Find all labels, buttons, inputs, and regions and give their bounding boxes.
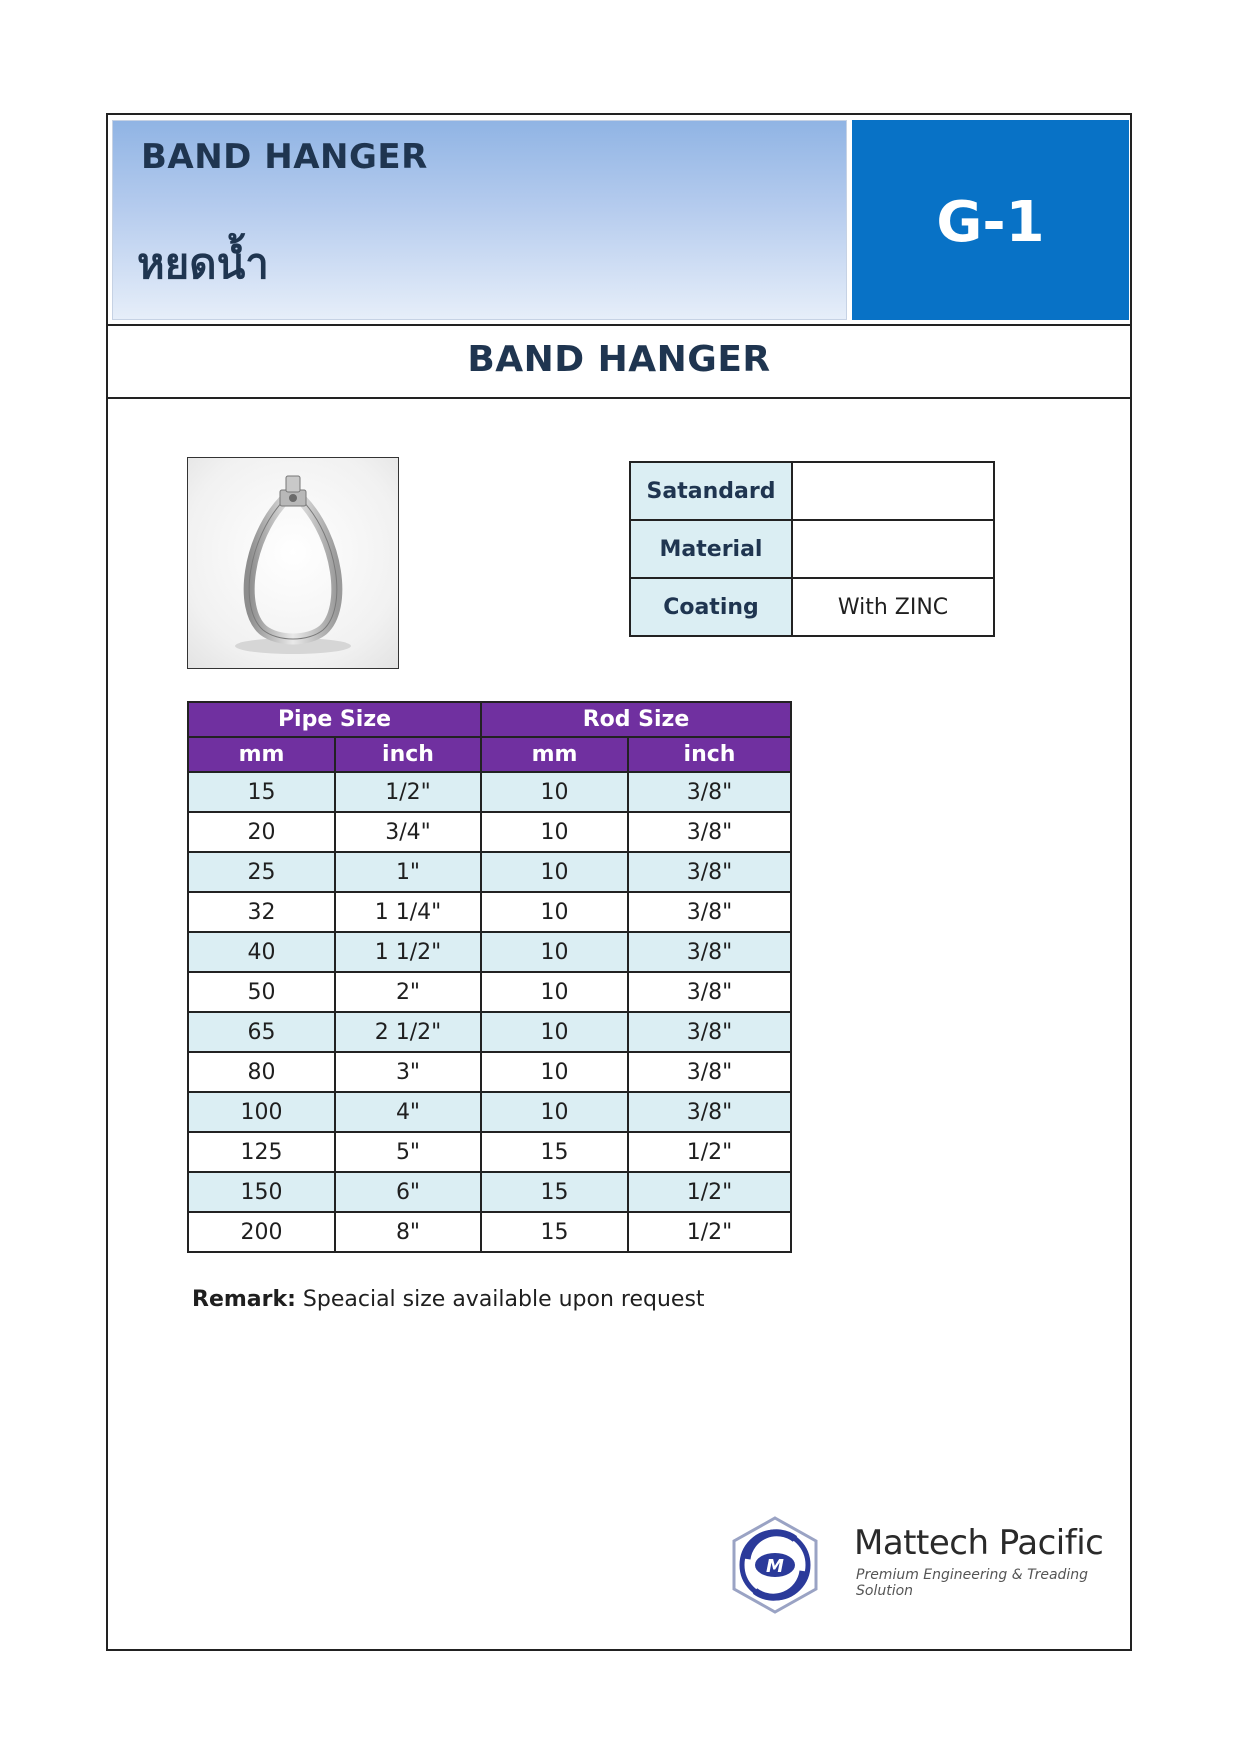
header-title-panel <box>112 120 847 320</box>
spec-value: With ZINC <box>792 578 994 636</box>
table-cell: 10 <box>481 1052 628 1092</box>
remark <box>192 1287 705 1312</box>
product-code: G-1 <box>936 190 1045 255</box>
column-header: mm <box>188 737 335 772</box>
table-row <box>188 1012 791 1052</box>
table-row <box>188 1172 791 1212</box>
table-cell: 20 <box>188 812 335 852</box>
table-cell: 15 <box>481 1132 628 1172</box>
table-cell: 10 <box>481 772 628 812</box>
spec-value <box>792 520 994 578</box>
table-cell: 3/8" <box>628 892 791 932</box>
spec-value <box>792 462 994 520</box>
table-row <box>188 1092 791 1132</box>
table-cell: 1/2" <box>335 772 481 812</box>
table-cell: 2" <box>335 972 481 1012</box>
table-header-row <box>188 737 791 772</box>
table-cell: 1 1/2" <box>335 932 481 972</box>
size-table <box>187 701 792 1253</box>
group-header-pipe-size: Pipe Size <box>188 702 481 737</box>
table-cell: 5" <box>335 1132 481 1172</box>
table-cell: 32 <box>188 892 335 932</box>
table-cell: 100 <box>188 1092 335 1132</box>
table-cell: 50 <box>188 972 335 1012</box>
table-cell: 10 <box>481 1092 628 1132</box>
table-cell: 3/8" <box>628 1052 791 1092</box>
table-cell: 3/8" <box>628 972 791 1012</box>
table-cell: 1/2" <box>628 1132 791 1172</box>
page-frame <box>106 113 1132 1651</box>
table-cell: 40 <box>188 932 335 972</box>
column-header: inch <box>628 737 791 772</box>
page-title-thai: หยดน้ำ <box>137 239 269 288</box>
spec-row <box>630 462 994 520</box>
group-header-rod-size: Rod Size <box>481 702 791 737</box>
table-cell: 3/8" <box>628 852 791 892</box>
band-hanger-image <box>188 458 398 668</box>
table-cell: 3/8" <box>628 772 791 812</box>
table-row <box>188 852 791 892</box>
table-cell: 10 <box>481 932 628 972</box>
table-cell: 3" <box>335 1052 481 1092</box>
table-cell: 1/2" <box>628 1212 791 1252</box>
table-cell: 80 <box>188 1052 335 1092</box>
table-cell: 10 <box>481 852 628 892</box>
brand-tagline: Premium Engineering & Treading Solution <box>856 1567 1089 1599</box>
table-cell: 3/8" <box>628 1092 791 1132</box>
table-cell: 8" <box>335 1212 481 1252</box>
product-photo <box>187 457 399 669</box>
table-cell: 6" <box>335 1172 481 1212</box>
table-cell: 1" <box>335 852 481 892</box>
table-cell: 200 <box>188 1212 335 1252</box>
table-cell: 1/2" <box>628 1172 791 1212</box>
spec-table <box>629 461 995 637</box>
table-cell: 10 <box>481 892 628 932</box>
table-cell: 3/8" <box>628 812 791 852</box>
table-cell: 10 <box>481 972 628 1012</box>
remark-text: Speacial size available upon request <box>302 1287 705 1312</box>
logo-letter: M <box>766 1556 784 1577</box>
table-row <box>188 1212 791 1252</box>
table-group-header-row <box>188 702 791 737</box>
table-row <box>188 1052 791 1092</box>
spec-label: Material <box>630 520 792 578</box>
remark-label: Remark: <box>192 1287 296 1312</box>
table-cell: 15 <box>481 1212 628 1252</box>
mattech-logo-icon <box>725 1515 825 1615</box>
table-cell: 15 <box>188 772 335 812</box>
product-code-panel <box>852 120 1129 320</box>
table-row <box>188 932 791 972</box>
table-cell: 3/8" <box>628 932 791 972</box>
table-cell: 4" <box>335 1092 481 1132</box>
section-title: BAND HANGER <box>467 339 771 380</box>
table-row <box>188 892 791 932</box>
brand-name: Mattech Pacific <box>854 1523 1104 1563</box>
column-header: inch <box>335 737 481 772</box>
table-row <box>188 812 791 852</box>
spec-label: Satandard <box>630 462 792 520</box>
table-cell: 65 <box>188 1012 335 1052</box>
table-cell: 25 <box>188 852 335 892</box>
divider <box>108 324 1130 326</box>
spec-row <box>630 520 994 578</box>
divider <box>108 397 1130 399</box>
table-cell: 10 <box>481 1012 628 1052</box>
table-row <box>188 972 791 1012</box>
table-cell: 125 <box>188 1132 335 1172</box>
spec-label: Coating <box>630 578 792 636</box>
spec-row <box>630 578 994 636</box>
table-cell: 3/8" <box>628 1012 791 1052</box>
page-title: BAND HANGER <box>141 137 428 177</box>
column-header: mm <box>481 737 628 772</box>
table-cell: 1 1/4" <box>335 892 481 932</box>
table-cell: 2 1/2" <box>335 1012 481 1052</box>
table-cell: 3/4" <box>335 812 481 852</box>
table-row <box>188 1132 791 1172</box>
table-cell: 15 <box>481 1172 628 1212</box>
table-row <box>188 772 791 812</box>
table-cell: 150 <box>188 1172 335 1212</box>
table-cell: 10 <box>481 812 628 852</box>
